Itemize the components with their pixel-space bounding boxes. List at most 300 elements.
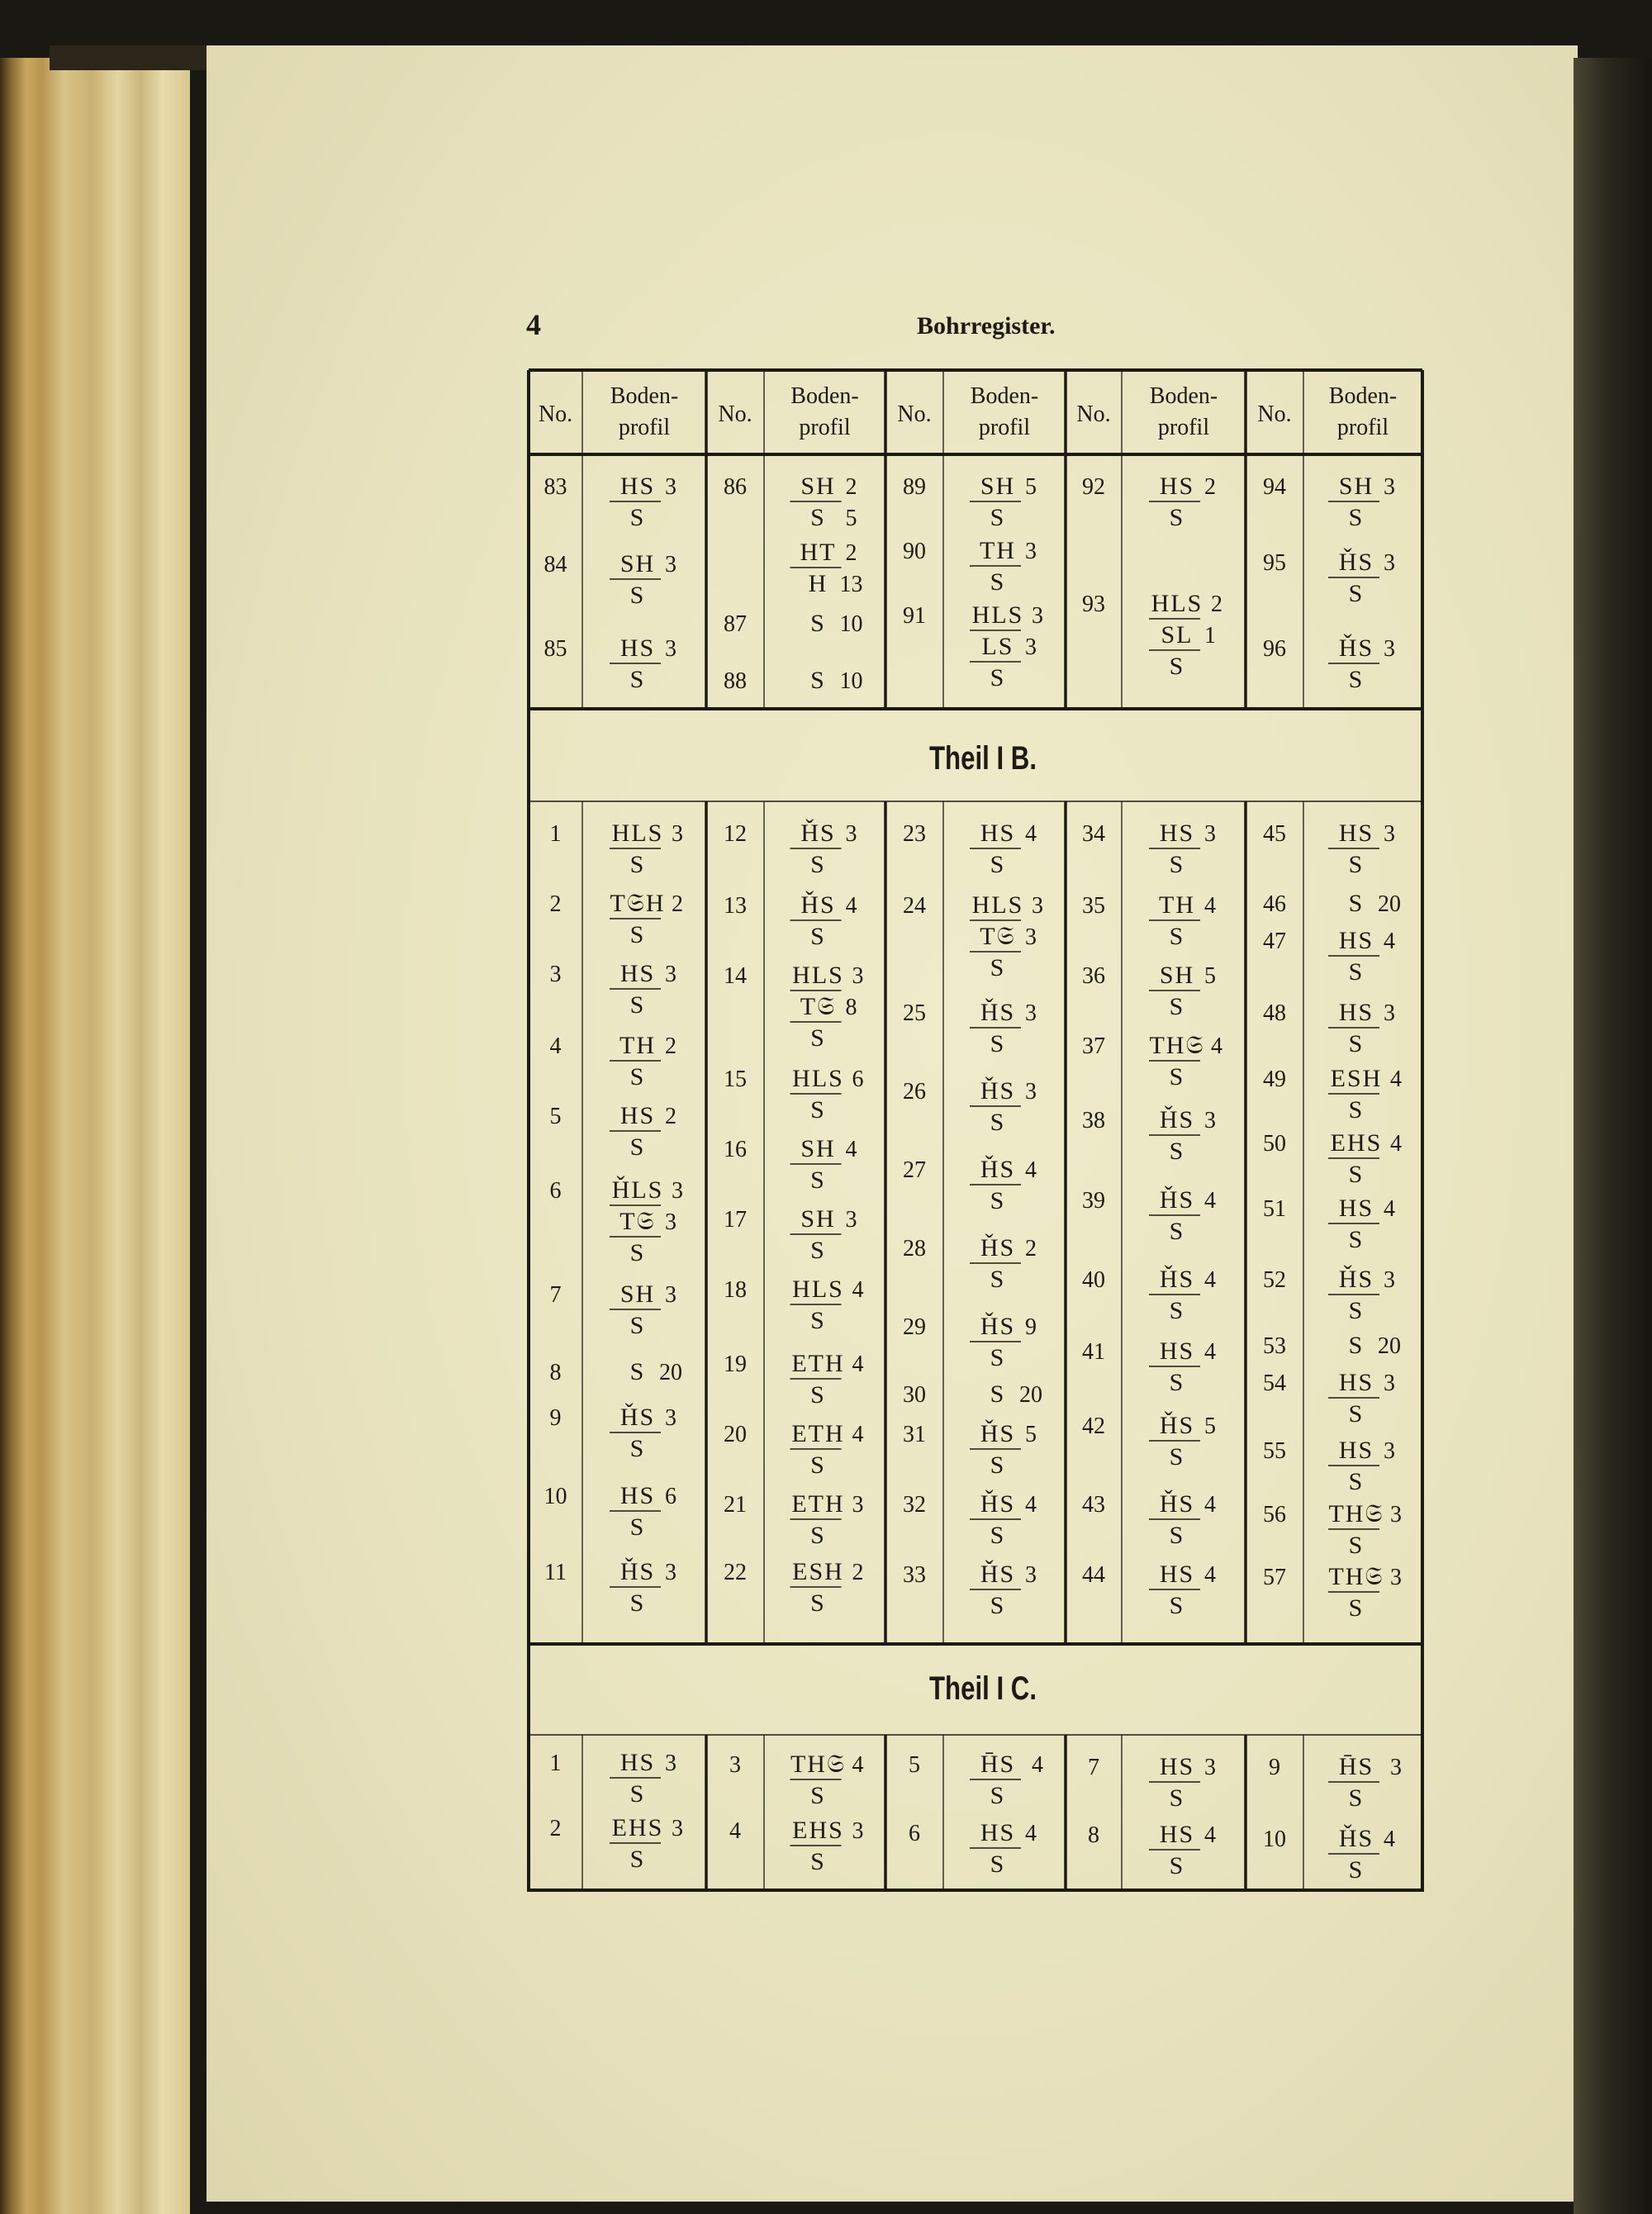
profile-entry	[550, 1032, 677, 1090]
profile-layer: ȞS	[1159, 1106, 1195, 1133]
profile-layer: S	[810, 1782, 826, 1809]
header-profil-line1: Boden-	[1328, 383, 1398, 409]
layer-depth: 3	[852, 1492, 864, 1518]
boring-number: 10	[544, 1484, 567, 1509]
boring-number: 45	[1263, 821, 1286, 847]
profile-layer: SH	[1159, 962, 1195, 989]
profile-entry	[550, 1749, 677, 1808]
profile-layer: S	[1169, 1297, 1185, 1324]
profile-layer: HLS	[792, 1065, 844, 1092]
profile-entry	[1088, 1753, 1216, 1812]
boring-number: 26	[903, 1079, 926, 1105]
layer-depth: 3	[1384, 1438, 1395, 1464]
boring-number: 94	[1263, 474, 1286, 500]
profile-entry	[1082, 962, 1216, 1020]
profile-layer: TH	[1159, 891, 1195, 919]
layer-depth: 3	[665, 1560, 676, 1585]
boring-number: 23	[903, 821, 926, 847]
boring-number: 2	[549, 1816, 562, 1841]
boring-number: 41	[1082, 1339, 1105, 1365]
profile-layer: ESH	[792, 1558, 844, 1585]
layer-depth: 9	[1025, 1314, 1037, 1340]
profile-entry	[1082, 1185, 1216, 1245]
layer-depth: 1	[1204, 623, 1216, 649]
boring-number: 51	[1263, 1196, 1286, 1222]
boring-number: 27	[903, 1157, 926, 1183]
boring-number: 84	[544, 552, 567, 577]
profile-entry	[903, 1489, 1037, 1549]
profile-layer: SH	[800, 1205, 836, 1233]
boring-number: 8	[549, 1360, 562, 1385]
profile-entry	[724, 1135, 857, 1194]
profile-layer: S	[810, 610, 826, 637]
header-profil-line1: Boden-	[970, 383, 1039, 409]
layer-depth: 6	[852, 1067, 864, 1092]
layer-depth: 4	[1032, 1752, 1043, 1778]
profile-layer: HS	[1338, 999, 1374, 1026]
profile-entry	[1263, 1065, 1402, 1124]
profile-entry	[903, 1155, 1037, 1214]
layer-depth: 3	[1032, 603, 1043, 629]
layer-depth: 4	[852, 1352, 864, 1377]
profile-entry	[1088, 1821, 1216, 1879]
profile-layer: ȞS	[1338, 634, 1374, 662]
header-no: No.	[718, 401, 752, 427]
boring-number: 16	[724, 1137, 747, 1162]
profile-layer: S	[1348, 1400, 1365, 1428]
boring-number: 35	[1082, 893, 1105, 919]
profile-layer: S	[1348, 1297, 1365, 1324]
layer-depth: 13	[839, 572, 863, 597]
layer-depth: 8	[845, 995, 857, 1020]
boring-number: 55	[1263, 1438, 1286, 1464]
header-profil-line1: Boden-	[1149, 383, 1218, 409]
profile-layer: TH𝔖	[1149, 1032, 1205, 1059]
profile-layer: S	[1348, 1594, 1365, 1622]
profile-entry	[724, 1276, 864, 1334]
profile-entry	[544, 1557, 676, 1617]
profile-layer: S	[810, 1451, 826, 1479]
layer-depth: 2	[1211, 592, 1222, 617]
profile-layer: HT	[800, 539, 837, 566]
layer-depth: 3	[1384, 550, 1395, 576]
profile-layer: HS	[1159, 1753, 1195, 1780]
profile-layer: ȞS	[1338, 1266, 1374, 1293]
layer-depth: 3	[1204, 821, 1216, 847]
profile-layer: ȞS	[620, 1558, 656, 1585]
profile-layer: S	[629, 1239, 646, 1266]
profile-entry	[903, 891, 1043, 981]
profile-layer: S	[810, 1237, 826, 1264]
profile-layer: S	[629, 921, 646, 948]
boring-number: 85	[544, 636, 567, 662]
profile-layer: S	[629, 1846, 646, 1873]
layer-depth: 3	[1384, 1371, 1395, 1396]
profile-layer: S	[1169, 993, 1185, 1020]
boring-number: 89	[903, 474, 926, 500]
layer-depth: 20	[659, 1360, 682, 1385]
profile-layer: S	[810, 1522, 826, 1549]
profile-layer: S	[1169, 851, 1185, 878]
page-number: 4	[526, 308, 541, 341]
profile-layer: S	[629, 1063, 646, 1090]
layer-depth: 3	[672, 1816, 683, 1841]
layer-depth: 3	[1025, 1079, 1037, 1105]
profile-layer: ȞS	[620, 1404, 656, 1431]
boring-number: 29	[903, 1314, 926, 1340]
profile-entry	[544, 473, 677, 531]
boring-number: 95	[1263, 550, 1286, 576]
profile-entry	[1082, 1105, 1216, 1165]
profile-entry	[1263, 1195, 1395, 1253]
profile-layer: TH𝔖	[1328, 1500, 1384, 1527]
profile-layer: EHS	[792, 1817, 844, 1844]
profile-entry	[724, 1558, 864, 1617]
profile-layer: S	[990, 1851, 1006, 1878]
boring-number: 5	[909, 1752, 920, 1778]
boring-number: 86	[724, 474, 747, 500]
profile-entry	[724, 962, 864, 1052]
profile-entry	[1263, 999, 1395, 1057]
profile-layer: S	[990, 954, 1006, 981]
profile-layer: S	[629, 1589, 646, 1617]
profile-layer: ȞS	[1159, 1490, 1195, 1518]
boring-number: 54	[1263, 1371, 1286, 1396]
profile-layer: S	[1169, 1592, 1185, 1619]
profile-layer: S	[629, 666, 646, 693]
layer-depth: 4	[852, 1422, 864, 1447]
profile-layer: S	[990, 1380, 1006, 1408]
boring-number: 9	[1269, 1755, 1280, 1780]
boring-number: 42	[1082, 1413, 1105, 1439]
profile-layer: S	[1348, 504, 1365, 531]
profile-entry	[1082, 1032, 1222, 1090]
profile-layer: S	[629, 1435, 646, 1462]
profile-layer: ETH	[791, 1350, 845, 1377]
boring-number: 18	[724, 1277, 747, 1303]
layer-depth: 3	[1384, 821, 1395, 847]
layer-depth: 6	[665, 1484, 676, 1509]
profile-entry	[550, 1280, 677, 1339]
profile-entry	[1263, 820, 1395, 878]
layer-depth: 3	[672, 821, 683, 847]
profile-layer: S	[1169, 1784, 1185, 1812]
boring-number: 4	[729, 1818, 741, 1844]
profile-layer: HLS	[1151, 590, 1203, 617]
profile-layer: ETH	[791, 1490, 845, 1518]
profile-layer: S	[1348, 851, 1365, 878]
profile-layer: S	[1169, 504, 1185, 531]
section-theil-ia	[544, 473, 1396, 694]
profile-layer: S	[1348, 958, 1365, 986]
profile-layer: S	[1348, 1784, 1365, 1812]
profile-entry	[1082, 590, 1222, 680]
boring-number: 3	[549, 962, 562, 987]
profile-layer: ȞS	[980, 1156, 1016, 1183]
profile-layer: S	[990, 851, 1006, 878]
profile-layer: S	[990, 1109, 1006, 1136]
profile-layer: S	[990, 1187, 1006, 1214]
profile-layer: HS	[1338, 927, 1374, 954]
layer-depth: 4	[1025, 1821, 1037, 1846]
profile-entry	[724, 1420, 864, 1479]
profile-layer: SH	[620, 1280, 656, 1308]
header-profil-line2: profil	[978, 415, 1031, 440]
header-profil-line1: Boden-	[790, 383, 859, 409]
boring-number: 50	[1263, 1131, 1286, 1157]
profile-layer: ȞS	[980, 1561, 1016, 1588]
profile-entry	[1082, 820, 1216, 878]
profile-entry	[1263, 890, 1401, 917]
boring-number: 48	[1263, 1000, 1286, 1026]
profile-layer: LS	[981, 633, 1014, 660]
profile-entry	[1082, 473, 1216, 531]
boring-number: 10	[1263, 1827, 1286, 1852]
profile-entry	[1263, 1332, 1401, 1359]
profile-entry	[1082, 1561, 1216, 1619]
profile-entry	[903, 537, 1037, 596]
profile-layer: S	[810, 1381, 826, 1409]
layer-depth: 4	[1204, 1339, 1216, 1365]
boring-number: 11	[544, 1560, 567, 1585]
profile-layer: HS	[620, 473, 656, 500]
profile-entry	[1263, 473, 1395, 531]
profile-layer: EHS	[1330, 1129, 1383, 1157]
boring-number: 87	[724, 611, 747, 637]
profile-layer: S	[990, 568, 1006, 596]
table-header	[539, 383, 1397, 440]
profile-entry	[550, 820, 684, 878]
layer-depth: 3	[1384, 1267, 1395, 1293]
boring-number: 47	[1263, 929, 1286, 954]
layer-depth: 4	[1204, 1267, 1216, 1293]
profile-entry	[1082, 891, 1216, 950]
section-theil-ib	[544, 819, 1403, 1622]
profile-layer: HS	[1159, 1821, 1195, 1848]
layer-depth: 5	[1204, 963, 1216, 989]
profile-layer: S	[1348, 1856, 1365, 1884]
profile-layer: HS	[980, 1819, 1016, 1846]
boring-number: 37	[1082, 1033, 1105, 1059]
layer-depth: 3	[665, 636, 676, 662]
boring-number: 90	[903, 539, 926, 564]
boring-number: 33	[903, 1562, 926, 1588]
profile-layer: S	[1348, 1226, 1365, 1253]
boring-number: 7	[1088, 1755, 1099, 1780]
profile-entry	[724, 891, 857, 950]
section-theil-ic	[550, 1749, 1403, 1884]
profile-entry	[903, 1380, 1042, 1408]
boring-number: 32	[903, 1492, 926, 1518]
profile-entry	[729, 1751, 864, 1809]
layer-depth: 3	[852, 963, 864, 989]
boring-number: 28	[903, 1236, 926, 1261]
profile-layer: ȞS	[980, 1420, 1016, 1447]
layer-depth: 3	[1025, 539, 1037, 564]
profile-entry	[1082, 1411, 1216, 1470]
boring-number: 3	[729, 1752, 741, 1778]
profile-layer: HLS	[792, 1276, 844, 1303]
profile-layer: S	[990, 1344, 1006, 1371]
layer-depth: 4	[1204, 1188, 1216, 1214]
boring-number: 91	[903, 603, 926, 629]
section-title-ic: Theil I C.	[928, 1670, 1037, 1707]
boring-number: 56	[1263, 1502, 1286, 1527]
profile-entry	[1263, 1500, 1402, 1559]
boring-number: 53	[1263, 1333, 1286, 1359]
layer-depth: 3	[1390, 1565, 1402, 1590]
header-no: No.	[897, 401, 932, 427]
profile-layer: TH	[620, 1032, 656, 1059]
layer-depth: 3	[1025, 924, 1037, 950]
profile-layer: S	[629, 851, 646, 878]
boring-number: 15	[724, 1067, 747, 1092]
profile-layer: S	[1348, 1332, 1365, 1359]
layer-depth: 4	[845, 1137, 857, 1162]
layer-depth: 4	[845, 893, 857, 919]
header-no: No.	[1257, 401, 1292, 427]
boring-number: 2	[549, 891, 562, 917]
layer-depth: 4	[1025, 821, 1037, 847]
layer-depth: 20	[1378, 891, 1401, 917]
layer-depth: 4	[1204, 1562, 1216, 1588]
profile-layer: TH𝔖	[790, 1751, 847, 1778]
profile-layer: SH	[800, 1135, 836, 1162]
profile-layer: S	[810, 1307, 826, 1334]
layer-depth: 4	[1211, 1033, 1222, 1059]
profile-layer: ȞS	[1159, 1412, 1195, 1439]
profile-layer: S	[1348, 1532, 1365, 1559]
boring-number: 46	[1263, 891, 1286, 917]
section-title-ib: Theil I B.	[928, 740, 1037, 777]
profile-layer: S	[1348, 1468, 1365, 1495]
profile-entry	[724, 1490, 864, 1549]
profile-layer: HS	[620, 960, 656, 987]
profile-layer: S	[810, 667, 826, 694]
layer-depth: 4	[1390, 1131, 1402, 1157]
layer-depth: 3	[1204, 1108, 1216, 1133]
profile-layer: HLS	[611, 820, 664, 847]
profile-entry	[909, 1751, 1043, 1809]
boring-number: 4	[549, 1033, 562, 1059]
boring-number: 39	[1082, 1188, 1105, 1214]
profile-layer: HS	[620, 634, 656, 662]
boring-number: 36	[1082, 963, 1105, 989]
profile-layer: T𝔖H	[610, 890, 666, 917]
profile-layer: ȞS	[1159, 1186, 1195, 1214]
profile-entry	[1263, 1265, 1395, 1324]
header-no: No.	[538, 401, 573, 427]
profile-entry	[909, 1819, 1037, 1878]
profile-layer: S	[990, 1266, 1006, 1293]
boring-number: 14	[724, 963, 747, 989]
profile-layer: S	[629, 1133, 646, 1161]
profile-entry	[544, 1482, 677, 1541]
profile-layer: S	[990, 1782, 1006, 1809]
profile-layer: S	[1348, 1030, 1365, 1057]
layer-depth: 3	[1390, 1755, 1402, 1780]
profile-entry	[724, 473, 857, 531]
profile-layer: S	[1169, 1063, 1185, 1090]
profile-entry	[550, 1814, 684, 1873]
profile-layer: HS	[1338, 1437, 1374, 1464]
profile-entry	[550, 1102, 677, 1161]
profile-entry	[790, 539, 863, 597]
profile-layer: S	[810, 1589, 826, 1617]
profile-layer: ȞS	[800, 891, 836, 919]
profile-entry	[1263, 1369, 1395, 1428]
profile-layer: S	[1169, 1522, 1185, 1549]
layer-depth: 3	[1384, 474, 1395, 500]
profile-layer: T𝔖	[620, 1208, 656, 1235]
profile-entry	[550, 890, 684, 948]
layer-depth: 4	[1204, 1492, 1216, 1518]
layer-depth: 4	[1025, 1157, 1037, 1183]
layer-depth: 3	[665, 552, 676, 577]
layer-depth: 3	[1025, 1000, 1037, 1026]
boring-number: 44	[1082, 1562, 1105, 1588]
profile-layer: S	[629, 1780, 646, 1808]
profile-layer: S	[1348, 666, 1365, 693]
boring-number: 52	[1263, 1267, 1286, 1293]
profile-layer: S	[990, 1522, 1006, 1549]
profile-layer: S	[990, 504, 1006, 531]
profile-entry	[1263, 1129, 1402, 1188]
running-head: Bohrregister.	[917, 312, 1056, 340]
layer-depth: 3	[672, 1178, 683, 1204]
profile-entry	[1263, 548, 1395, 607]
profile-layer: ȞS	[980, 1234, 1016, 1261]
profile-entry	[1269, 1753, 1402, 1812]
profile-layer: ȞS	[1159, 1266, 1195, 1293]
profile-entry	[903, 1233, 1037, 1293]
layer-depth: 2	[852, 1560, 864, 1585]
profile-layer: TH𝔖	[1328, 1563, 1384, 1590]
boring-number: 1	[549, 1751, 562, 1776]
profile-layer: S	[629, 504, 646, 531]
profile-entry	[724, 667, 863, 694]
profile-layer: S	[990, 664, 1006, 691]
profile-layer: S	[1348, 580, 1365, 607]
profile-layer: SH	[800, 473, 836, 500]
profile-layer: HLS	[792, 962, 844, 989]
profile-layer: ETH	[791, 1420, 845, 1447]
profile-layer: ȞLS	[611, 1176, 664, 1204]
boring-number: 38	[1082, 1108, 1105, 1133]
layer-depth: 4	[852, 1277, 864, 1303]
profile-layer: HS	[620, 1102, 656, 1129]
profile-entry	[903, 473, 1037, 531]
profile-layer: ESH	[1330, 1065, 1383, 1092]
profile-layer: HS	[1338, 1369, 1374, 1396]
profile-layer: H̄S	[1338, 1753, 1374, 1780]
boring-number: 30	[903, 1382, 926, 1408]
profile-layer: T𝔖	[980, 923, 1016, 950]
layer-depth: 2	[1204, 474, 1216, 500]
layer-depth: 10	[839, 668, 863, 694]
boring-number: 12	[724, 821, 747, 847]
boring-number: 96	[1263, 636, 1286, 662]
profile-layer: S	[1169, 923, 1185, 950]
boring-number: 19	[724, 1352, 747, 1377]
boring-number: 24	[903, 893, 926, 919]
profile-layer: TH	[980, 537, 1016, 564]
header-profil-line1: Boden-	[610, 383, 679, 409]
profile-entry	[1263, 927, 1395, 986]
layer-depth: 3	[1025, 634, 1037, 660]
profile-layer: EHS	[611, 1814, 664, 1841]
profile-entry	[550, 1176, 684, 1266]
